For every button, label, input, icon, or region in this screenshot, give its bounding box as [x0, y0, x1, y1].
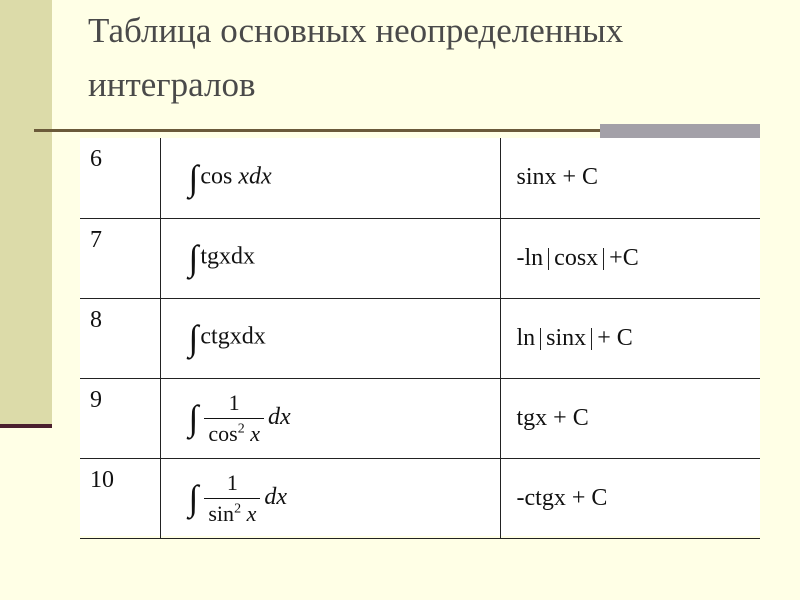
table-row	[80, 298, 760, 378]
numerator: 1	[204, 390, 264, 419]
differential: dx	[267, 403, 291, 430]
numerator: 1	[204, 470, 260, 499]
row-number: 10	[80, 458, 160, 538]
integrand-var: xdx	[238, 163, 272, 190]
row-number: 9	[80, 378, 160, 458]
title-divider-accent	[600, 124, 760, 138]
integral-cell	[160, 298, 500, 378]
abs-bar	[540, 328, 541, 350]
denominator-var: x	[250, 420, 260, 446]
exponent: 2	[237, 421, 245, 437]
result-part: cosx	[554, 244, 599, 271]
integrand: tgxdx	[200, 243, 256, 270]
row-number: 6	[80, 138, 160, 218]
denominator-fn: sin	[208, 500, 235, 526]
integral-sign: ∫	[188, 238, 199, 278]
side-decoration-line	[0, 424, 52, 428]
table-row	[80, 458, 760, 538]
differential: dx	[264, 483, 287, 510]
exponent: 2	[234, 501, 242, 517]
integrand-fn: cos	[200, 163, 233, 190]
result-part: +C	[609, 244, 639, 271]
integrand: ctgxdx	[200, 323, 266, 350]
row-number: 8	[80, 298, 160, 378]
integral-cell	[160, 138, 500, 218]
abs-bar	[591, 328, 592, 350]
result-cell	[500, 218, 760, 298]
table-row	[80, 378, 760, 458]
result-cell	[500, 298, 760, 378]
result-part: -ln	[516, 244, 544, 271]
result-part: sinx	[546, 324, 587, 351]
fraction	[204, 470, 260, 527]
denominator	[204, 499, 260, 527]
abs-bar	[603, 248, 604, 270]
integral-sign: ∫	[188, 157, 199, 198]
result-cell: tgx + C	[500, 378, 760, 458]
denominator-var: x	[246, 500, 257, 526]
integral-sign: ∫	[188, 398, 199, 438]
integral-sign: ∫	[188, 318, 199, 358]
result-part: ln	[516, 324, 536, 351]
slide-title: Таблица основных неопределенных интегралов	[88, 11, 624, 104]
integral-sign: ∫	[188, 478, 199, 518]
table-row	[80, 218, 760, 298]
side-decoration-bar	[0, 0, 52, 428]
integral-cell	[160, 378, 500, 458]
integrals-table	[80, 138, 760, 536]
result-part: + C	[597, 324, 633, 351]
denominator-fn: cos	[208, 420, 238, 446]
denominator	[204, 419, 264, 447]
table-row	[80, 138, 760, 218]
integral-cell	[160, 458, 500, 538]
integral-cell	[160, 218, 500, 298]
fraction	[204, 390, 264, 447]
result-cell: -ctgx + C	[500, 458, 760, 538]
title-divider	[34, 129, 602, 132]
row-number: 7	[80, 218, 160, 298]
abs-bar	[548, 248, 549, 270]
result-cell: sinx + C	[500, 138, 760, 218]
